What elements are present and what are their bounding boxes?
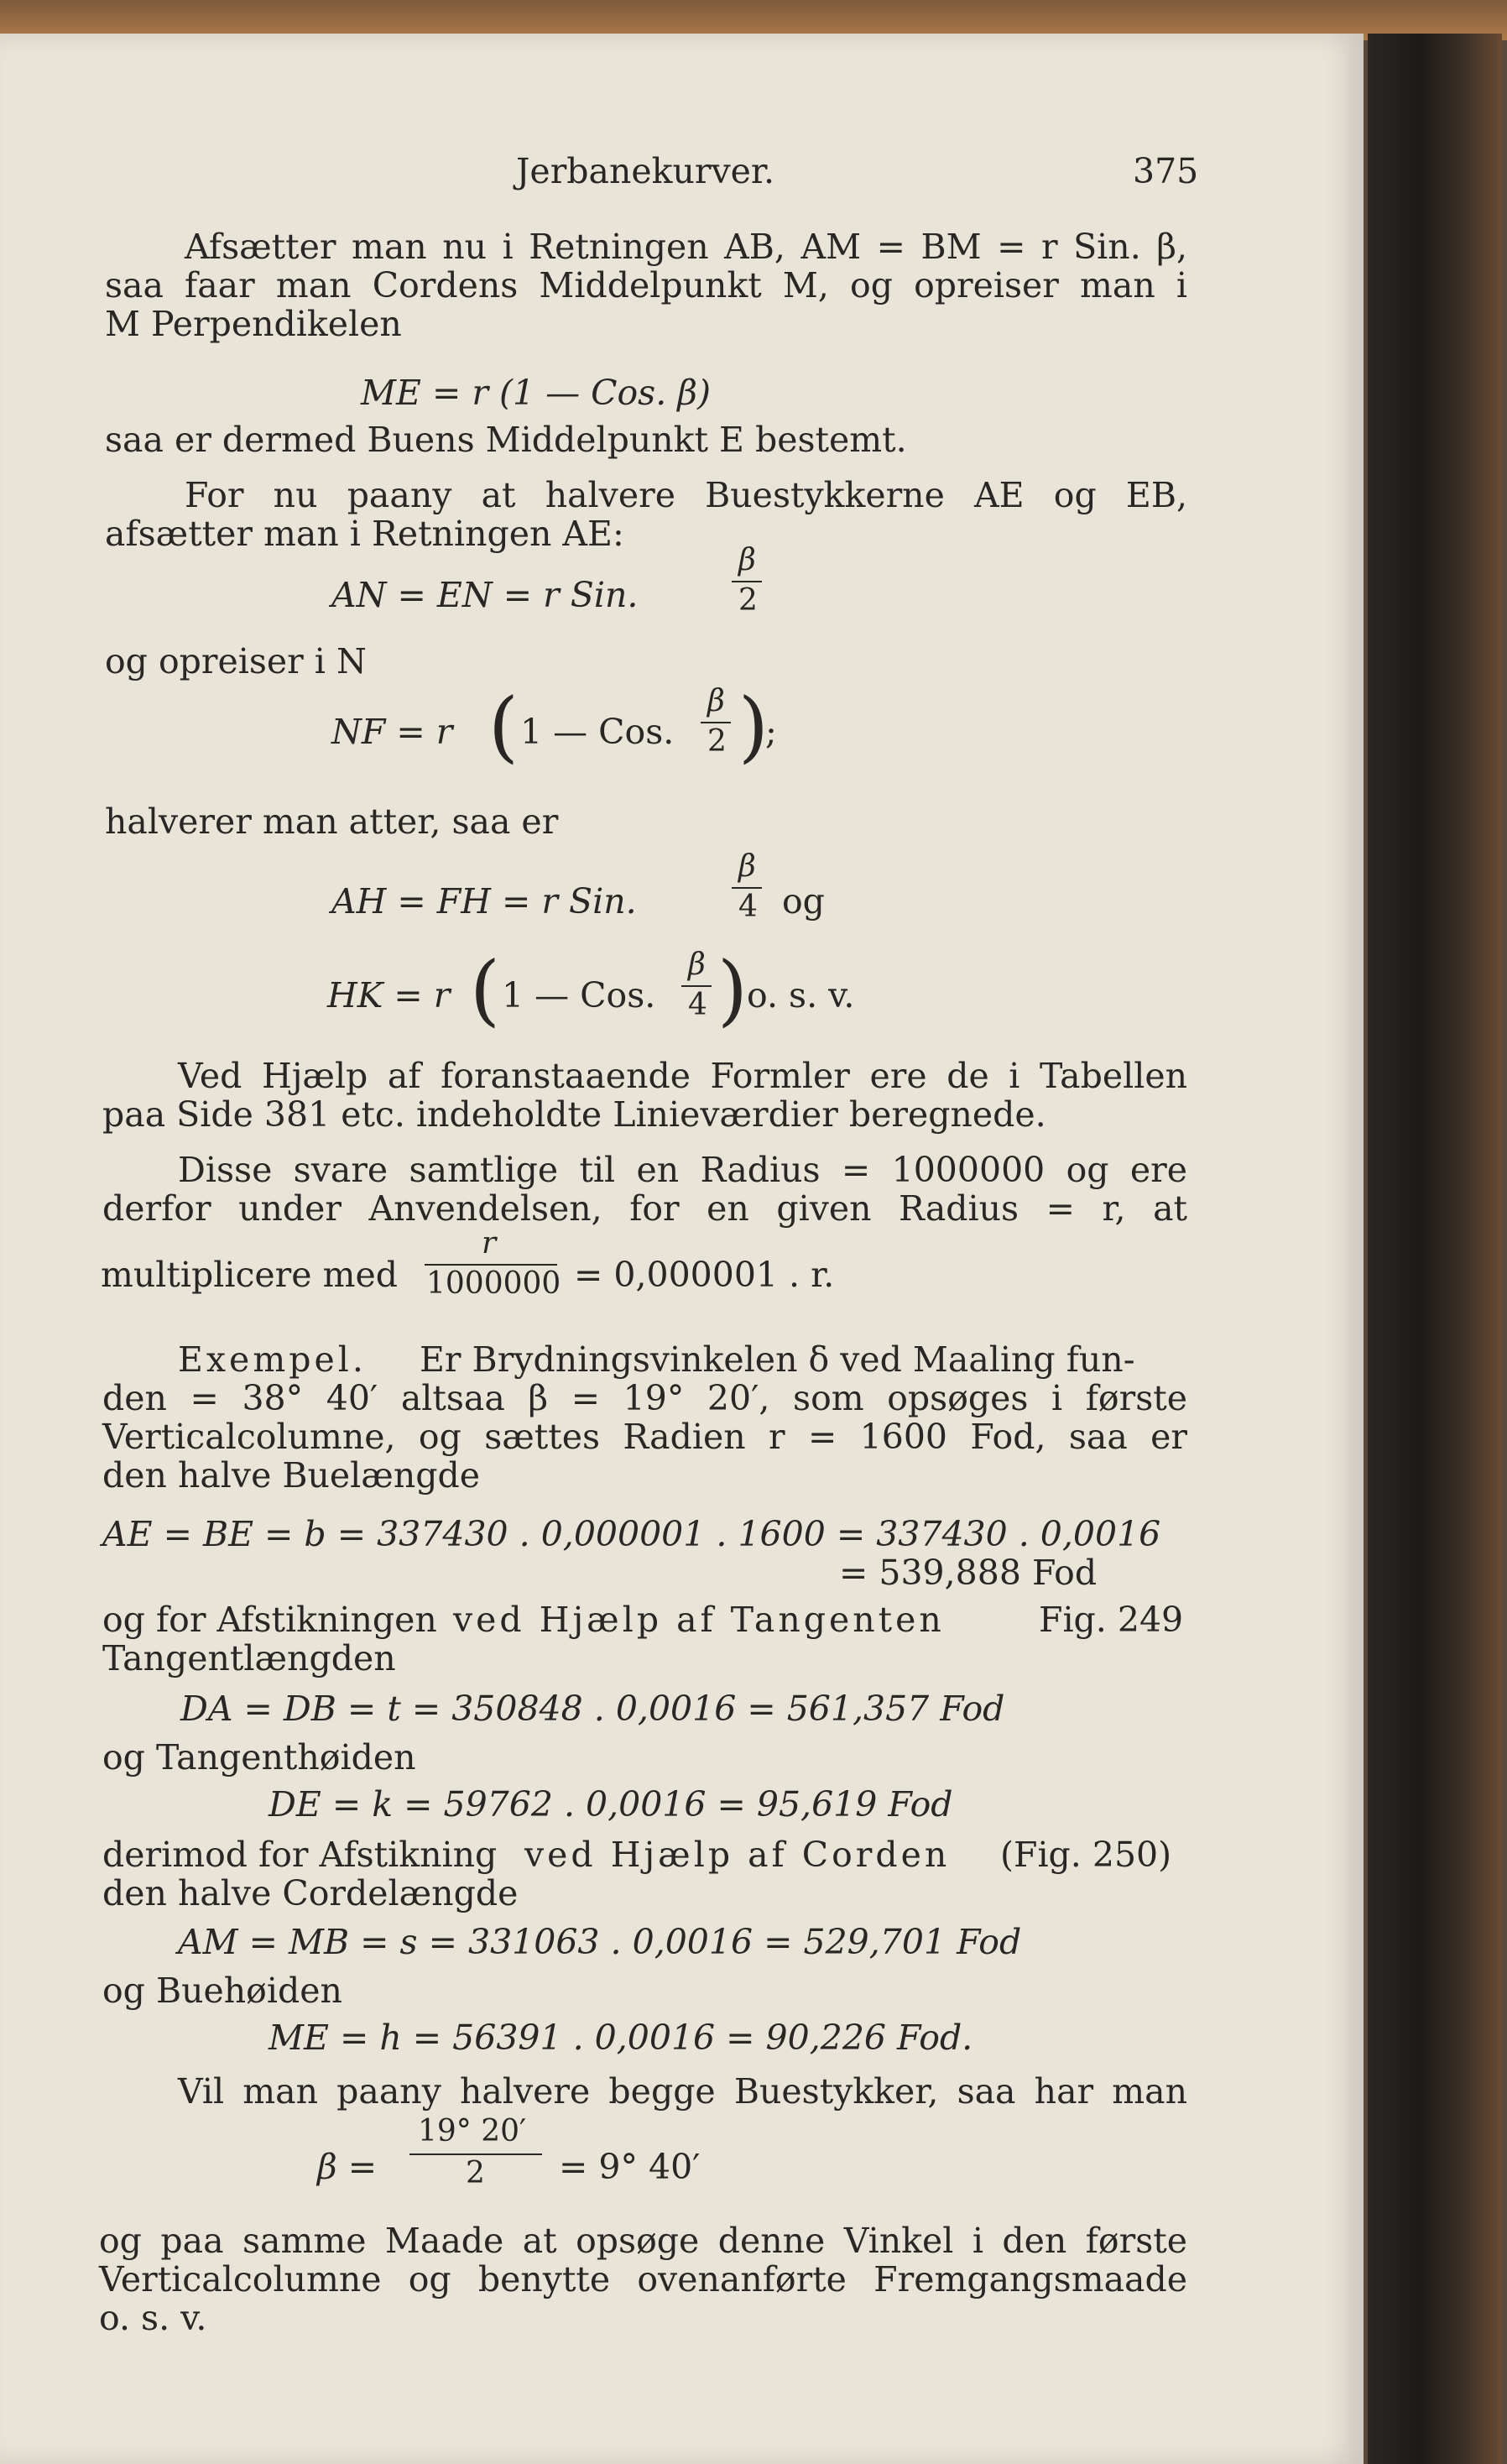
text-line: og Buehøiden (102, 1971, 342, 2011)
text-line: derimod for Afstikning (102, 1835, 498, 1875)
fraction-numerator: β (738, 849, 756, 884)
left-paren: ( (470, 945, 500, 1035)
fraction-bar (681, 985, 712, 987)
formula-line: = 539,888 Fod (839, 1553, 1098, 1593)
text-line: M Perpendikelen (105, 304, 402, 344)
text-line: paa Side 381 etc. indeholdte Linieværdier beregnede. (102, 1094, 1046, 1135)
text-line: o. s. v. (99, 2298, 207, 2338)
formula-line: AE = BE = b = 337430 . 0,000001 . 1600 = 337430 . 0,0016 (102, 1514, 1161, 1554)
text-line: Verticalcolumne, og sættes Radien r = 1600 Fod, saa er (102, 1417, 1187, 1457)
text-line: multiplicere med (101, 1255, 398, 1295)
text-line: Disse svare samtlige til en Radius = 1000000 og ere (178, 1150, 1187, 1190)
formula-end: = 9° 40′ (559, 2147, 701, 2187)
formula-line: AM = MB = s = 331063 . 0,0016 = 529,701 Fod (178, 1922, 1022, 1962)
text-line: Ved Hjælp af foranstaaende Formler ere de i Tabellen (178, 1056, 1187, 1096)
formula-line: HK = r (327, 975, 451, 1015)
fraction-denominator: 4 (688, 988, 707, 1022)
text-line: og opreiser i N (105, 641, 367, 681)
text-line: Fig. 249 (1039, 1600, 1184, 1640)
text-line: den = 38° 40′ altsaa β = 19° 20′, som opsøges i første (102, 1378, 1187, 1418)
fraction-bar (732, 581, 762, 582)
text-line: For nu paany at halvere Buestykkerne AE og EB, (185, 475, 1187, 515)
text-line: saa er dermed Buens Middelpunkt E bestemt. (105, 420, 907, 460)
text-line: Tangentlængden (102, 1638, 396, 1678)
fraction-numerator: β (738, 543, 756, 577)
formula-line: DA = DB = t = 350848 . 0,0016 = 561,357 Fod (180, 1689, 1005, 1729)
formula-end: = 0,000001 . r. (574, 1255, 835, 1295)
fraction-numerator: 19° 20′ (418, 2114, 527, 2148)
text-line: Verticalcolumne og benytte ovenanførte Fremgangsmaade (99, 2259, 1187, 2300)
text-line: og Tangenthøiden (102, 1737, 416, 1778)
formula-line: NF = r (331, 712, 453, 752)
book-spine-edge (1368, 34, 1502, 2464)
text-line-lead: Exempel. (178, 1339, 367, 1380)
text-line: og for Afstikningen (102, 1600, 437, 1640)
fraction-denominator: 1000000 (426, 1266, 561, 1301)
formula-line: ME = h = 56391 . 0,0016 = 90,226 Fod. (269, 2018, 973, 2058)
fraction-numerator: β (688, 947, 706, 982)
running-header-title: Jerbanekurver. (516, 151, 775, 191)
fraction-bar (701, 722, 731, 723)
fraction-denominator: 2 (707, 724, 727, 759)
formula-end: og (782, 881, 825, 921)
text-line: den halve Cordelængde (102, 1873, 519, 1913)
text-line-spaced: ved Hjælp af Corden (524, 1835, 951, 1875)
text-line-spaced: ved Hjælp af Tangenten (453, 1600, 945, 1640)
text-line: (Fig. 250) (1000, 1835, 1172, 1875)
formula-line: AH = FH = r Sin. (331, 881, 637, 921)
formula-end: ; (765, 712, 777, 752)
formula-line: ME = r (1 — Cos. β) (361, 373, 711, 413)
left-paren: ( (488, 681, 519, 771)
right-paren: ) (738, 681, 769, 771)
formula-line: AN = EN = r Sin. (331, 575, 639, 615)
right-paren: ) (717, 945, 748, 1035)
text-line: den halve Buelængde (102, 1455, 480, 1496)
text-line: Vil man paany halvere begge Buestykker, saa har man (178, 2071, 1187, 2112)
fraction-denominator: 2 (466, 2156, 485, 2190)
fraction-bar (732, 887, 762, 889)
text-line: halverer man atter, saa er (105, 801, 559, 842)
fraction-denominator: 2 (738, 583, 758, 618)
fraction-bar (425, 1264, 557, 1266)
formula-end: o. s. v. (747, 975, 855, 1015)
fraction-numerator: r (482, 1226, 497, 1261)
book-page (0, 34, 1364, 2464)
formula-body: 1 — Cos. (520, 712, 675, 752)
text-line: Afsætter man nu i Retningen AB, AM = BM = r Sin. β, (185, 227, 1187, 267)
text-line: saa faar man Cordens Middelpunkt M, og opreiser man i (105, 265, 1187, 305)
formula-body: 1 — Cos. (502, 975, 656, 1015)
fraction-denominator: 4 (738, 890, 758, 924)
formula-line: DE = k = 59762 . 0,0016 = 95,619 Fod (269, 1784, 953, 1825)
fraction-numerator: β (707, 684, 725, 718)
fraction-bar (409, 2153, 542, 2155)
text-line: Er Brydningsvinkelen δ ved Maaling fun- (420, 1339, 1135, 1380)
text-line: afsætter man i Retningen AE: (105, 514, 624, 554)
text-line: derfor under Anvendelsen, for en given Radius = r, at (102, 1188, 1187, 1229)
page-number: 375 (1133, 151, 1199, 191)
text-line: og paa samme Maade at opsøge denne Vinkel i den første (99, 2221, 1187, 2261)
formula-lhs: β = (317, 2147, 378, 2187)
